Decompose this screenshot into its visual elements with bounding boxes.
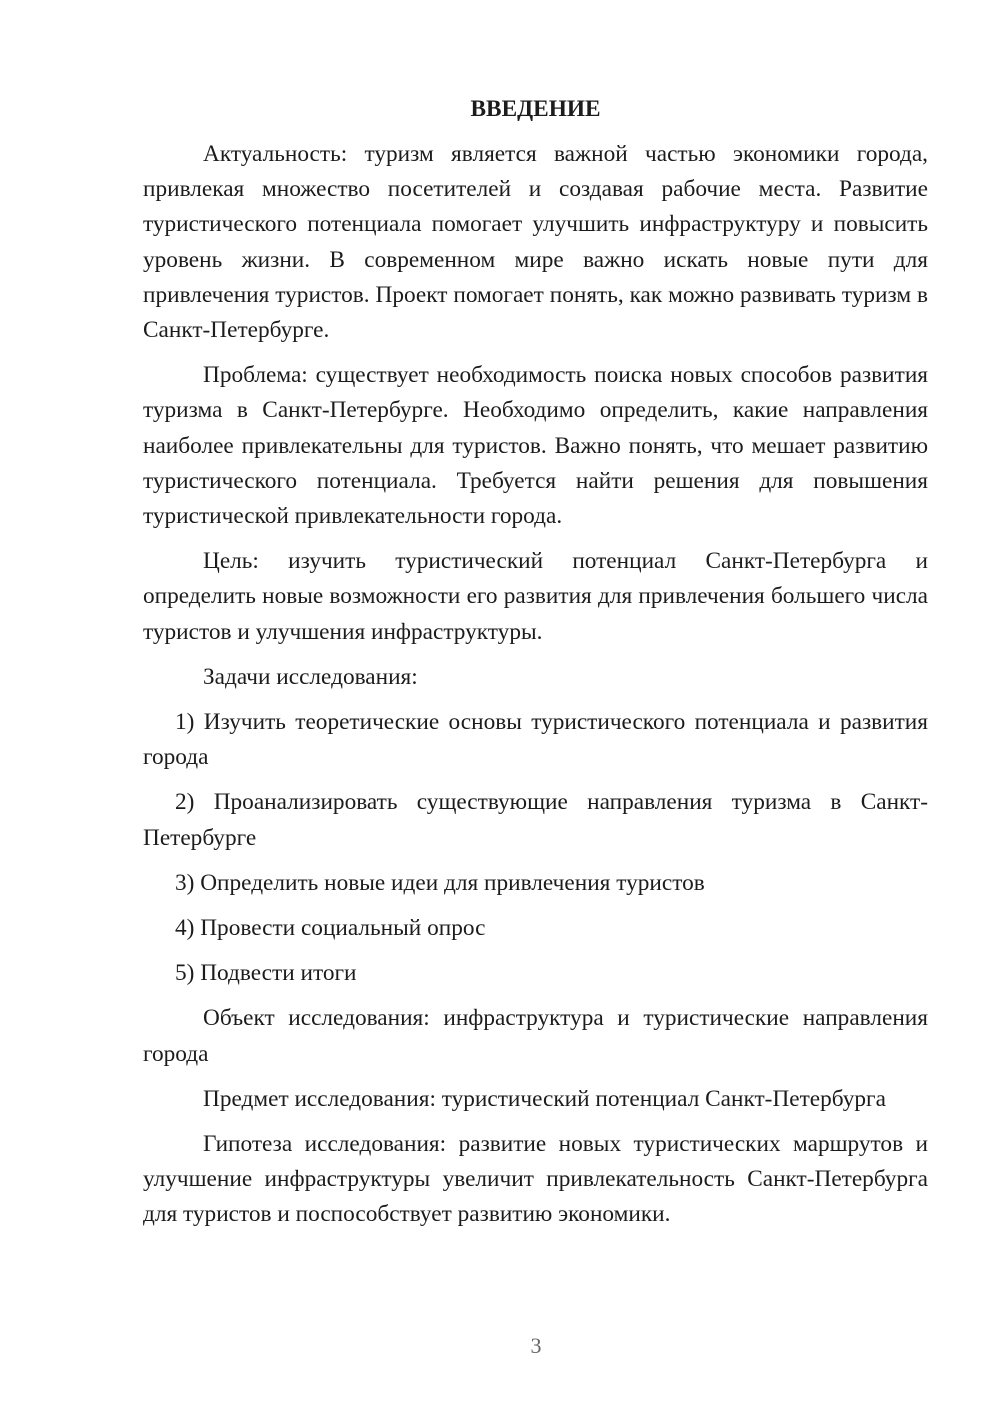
task-item: 4) Провести социальный опрос bbox=[175, 915, 486, 942]
relevance-paragraph: Актуальность: туризм является важной частью экономики города, привлекая множество посетителей и создавая рабочие места. Развитие туристического потенциала помогает улучшить инфраструктуру и повысить уровень жизни. В современном мире важно искать новые пути для привлечения туристов. Проект помогает понять, как можно развивать туризм в Санкт-Петербурге. bbox=[143, 141, 928, 344]
section-title: ВВЕДЕНИЕ bbox=[470, 96, 601, 122]
page-number: 3 bbox=[530, 1333, 542, 1358]
subject-paragraph: Предмет исследования: туристический потенциал Санкт-Петербурга bbox=[203, 1085, 886, 1112]
goal-paragraph: Цель: изучить туристический потенциал Санкт-Петербурга и определить новые возможности его развития для привлечения большего числа туристов и улучшения инфраструктуры. bbox=[143, 548, 928, 645]
tasks-heading: Задачи исследования: bbox=[203, 663, 418, 690]
task-item: 2) Проанализировать существующие направления туризма в Санкт-Петербурге bbox=[143, 789, 928, 851]
object-paragraph: Объект исследования: инфраструктура и туристические направления города bbox=[143, 1005, 928, 1067]
task-item: 5) Подвести итоги bbox=[175, 960, 357, 987]
problem-paragraph: Проблема: существует необходимость поиска новых способов развития туризма в Санкт-Петербурге. Необходимо определить, какие направления наиболее привлекательны для туристов. Важно понять, что мешает развитию туристического потенциала. Требуется найти решения для повышения туристической привлекательности города. bbox=[143, 362, 928, 530]
task-item: 3) Определить новые идеи для привлечения туристов bbox=[175, 869, 705, 896]
hypothesis-paragraph: Гипотеза исследования: развитие новых туристических маршрутов и улучшение инфраструктуры увеличит привлекательность Санкт-Петербурга для туристов и поспособствует развитию экономики. bbox=[143, 1131, 928, 1228]
task-item: 1) Изучить теоретические основы туристического потенциала и развития города bbox=[143, 709, 928, 771]
page-content bbox=[143, 92, 928, 1243]
